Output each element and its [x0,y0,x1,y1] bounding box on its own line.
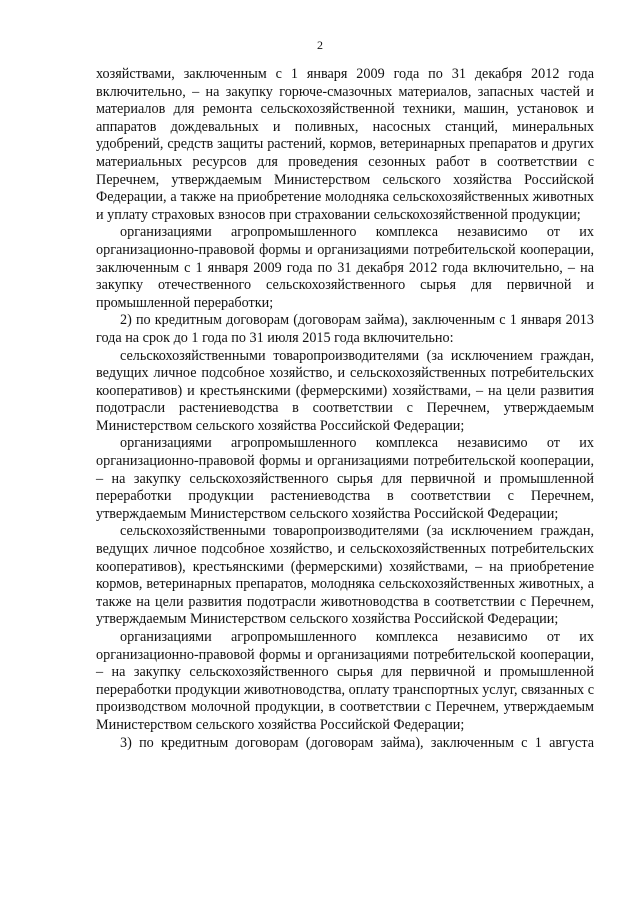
paragraph: организациями агропромышленного комплекса независимо от их организационно-правовой формы и организациями потребительской кооперации, – на закупку сельскохозяйственного сырья для первичной и промышленной переработки продукции животноводства, оплату транспортных услуг, связанных с производством молочной продукции, в соответствии с Перечнем, утверждаемым Министерством сельского хозяйства Российской Федерации; [96,629,594,733]
document-body [96,66,594,752]
paragraph: сельскохозяйственными товаропроизводителями (за исключением граждан, ведущих личное подсобное хозяйство, и сельскохозяйственных потребительских кооперативов), крестьянскими (фермерскими) хозяйствами, – на приобретение кормов, ветеринарных препаратов, молодняка сельскохозяйственных животных, а также на цели развития подотрасли животноводства в соответствии с Перечнем, утверждаемым Министерством сельского хозяйства Российской Федерации; [96,523,594,628]
paragraph: организациями агропромышленного комплекса независимо от их организационно-правовой формы и организациями потребительской кооперации, – на закупку сельскохозяйственного сырья для первичной и промышленной переработки продукции растениеводства в соответствии с Перечнем, утверждаемым Министерством сельского хозяйства Российской Федерации; [96,435,594,522]
paragraph: сельскохозяйственными товаропроизводителями (за исключением граждан, ведущих личное подсобное хозяйство, и сельскохозяйственных потребительских кооперативов) и крестьянскими (фермерскими) хозяйствами, – на цели развития подотрасли растениеводства в соответствии с Перечнем, утверждаемым Министерством сельского хозяйства Российской Федерации; [96,347,594,434]
paragraph: организациями агропромышленного комплекса независимо от их организационно-правовой формы и организациями потребительской кооперации, заключенным с 1 января 2009 года по 31 декабря 2012 года включительно, – на закупку отечественного сельскохозяйственного сырья для первичной и промышленной переработки; [96,224,594,311]
paragraph-continuation: хозяйствами, заключенным с 1 января 2009 года по 31 декабря 2012 года включительно, – на закупку горюче-смазочных материалов, запасных частей и материалов для ремонта сельскохозяйственной техники, машин, установок и аппаратов дождевальных и поливных, насосных станций, минеральных удобрений, средств защиты растений, кормов, ветеринарных препаратов и других материальных ресурсов для проведения сезонных работ в соответствии с Перечнем, утверждаемым Министерством сельского хозяйства Российской Федерации, а также на приобретение молодняка сельскохозяйственных животных и уплату страховых взносов при страховании сельскохозяйственной продукции; [96,66,594,223]
page-number: 2 [317,38,323,52]
paragraph-item-2: 2) по кредитным договорам (договорам займа), заключенным с 1 января 2013 года на срок до 1 года по 31 июля 2015 года включительно: [96,312,594,346]
paragraph-item-3: 3) по кредитным договорам (договорам займа), заключенным с 1 августа [120,734,594,751]
